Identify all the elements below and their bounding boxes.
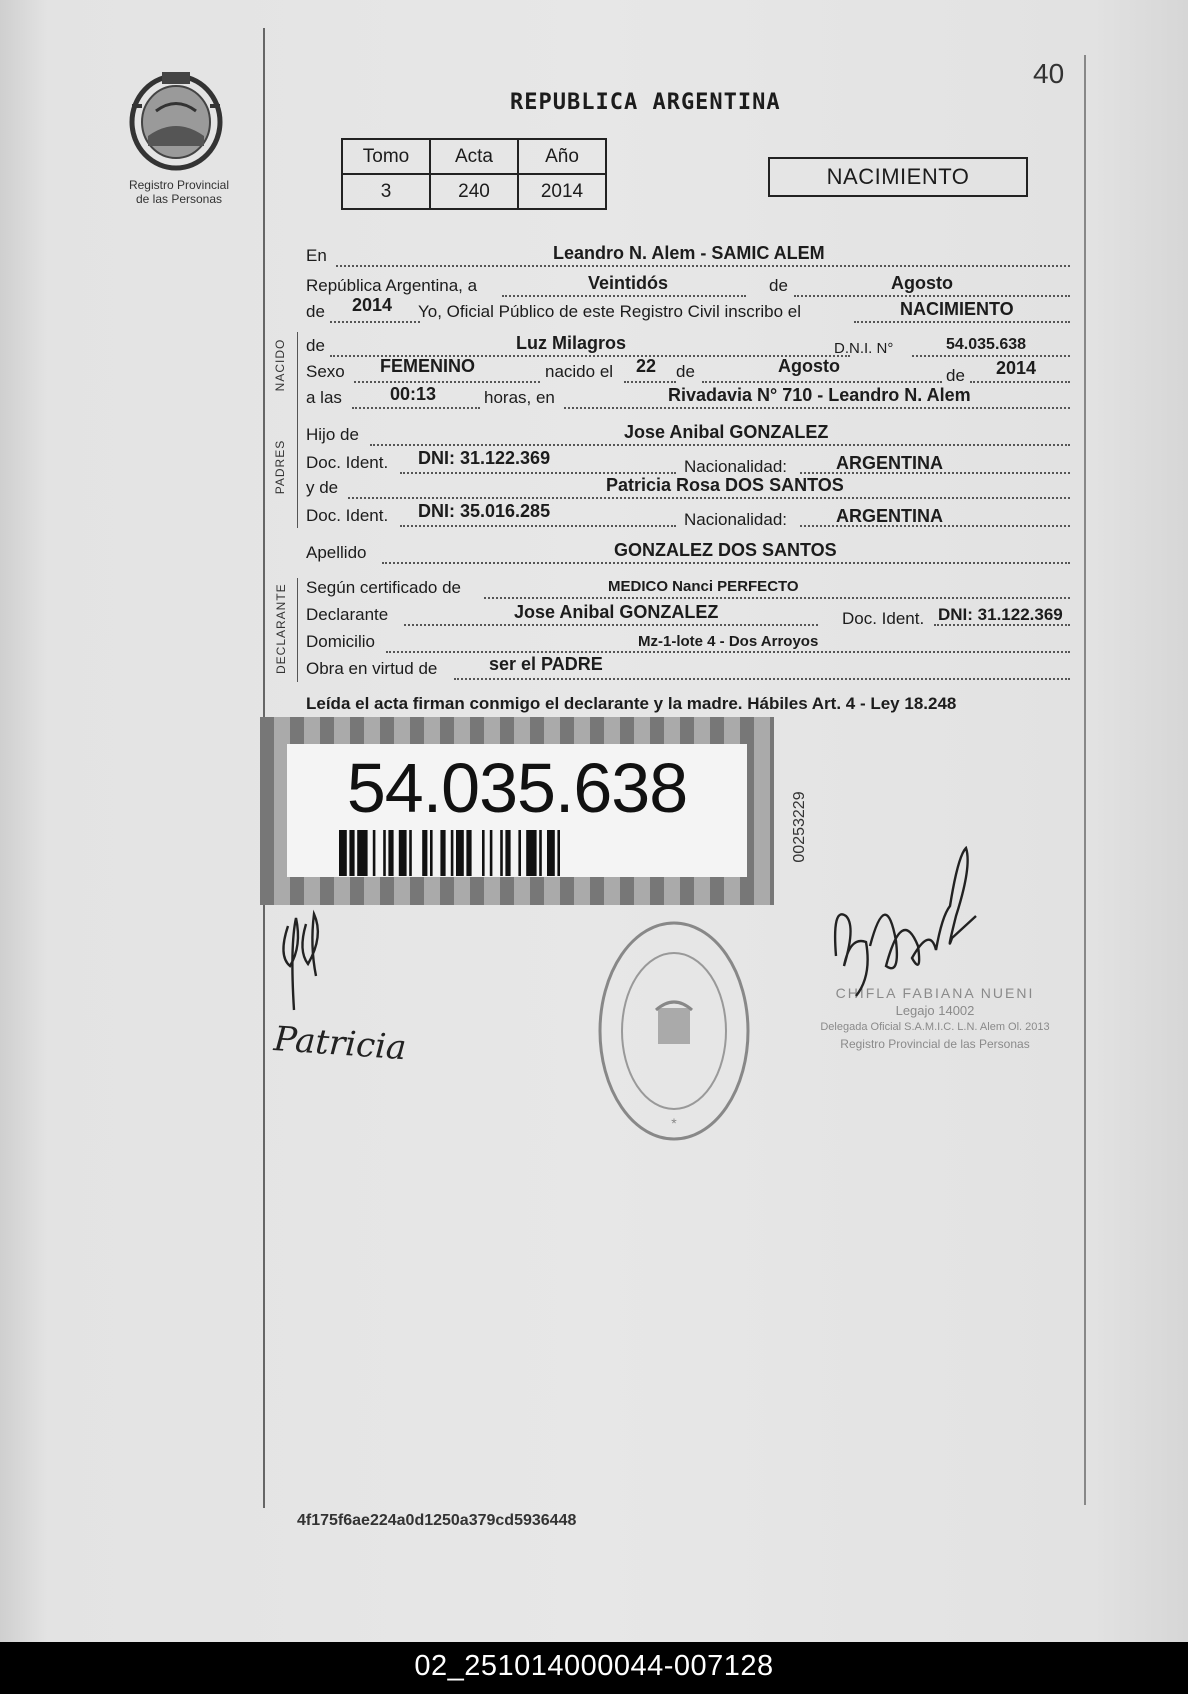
nac-label: Nacionalidad:	[684, 510, 788, 529]
dotted-line	[564, 407, 1070, 409]
barcode-bar	[490, 830, 493, 876]
year-value: 2014	[352, 295, 393, 315]
horas-label: horas, en	[484, 388, 555, 407]
barcode-bar	[547, 830, 555, 876]
declarante-doc: DNI: 31.122.369	[938, 605, 1063, 624]
value-tomo: 3	[342, 174, 430, 209]
dotted-line	[336, 265, 1070, 267]
de-label: de	[769, 276, 788, 295]
nombre-value: Luz Milagros	[516, 333, 627, 353]
barcode-bar	[357, 830, 367, 876]
father-name: Jose Anibal GONZALEZ	[624, 422, 829, 442]
registry-table	[341, 138, 607, 210]
section-label-padres: PADRES	[273, 439, 287, 495]
dotted-line	[348, 497, 1070, 499]
row-en	[306, 243, 1070, 274]
barcode-bar	[440, 830, 445, 876]
dni-label: D.N.I. N°	[834, 340, 894, 357]
official-stamp-line3: Delegada Oficial S.A.M.I.C. L.N. Alem Ol. 2013	[820, 1021, 1050, 1033]
father-nationality: ARGENTINA	[836, 453, 943, 473]
birth-de-label: de	[676, 362, 695, 381]
dotted-line	[502, 295, 746, 297]
section-label-nacido: NACIDO	[273, 338, 287, 392]
declarante-doc-label: Doc. Ident.	[842, 609, 925, 628]
document-hash: 4f175f6ae224a0d1250a379cd5936448	[297, 1512, 577, 1529]
dotted-line	[970, 381, 1070, 383]
sexo-label: Sexo	[306, 362, 345, 381]
doc-label: Doc. Ident.	[306, 453, 389, 472]
barcode-bar	[500, 830, 503, 876]
registry-table-header-row	[342, 139, 606, 174]
en-value: Leandro N. Alem - SAMIC ALEM	[553, 243, 825, 263]
declarante-value: Jose Anibal GONZALEZ	[514, 602, 719, 622]
mother-name: Patricia Rosa DOS SANTOS	[606, 475, 844, 495]
round-registry-stamp	[596, 918, 752, 1144]
barcode-bar	[451, 830, 454, 876]
barcode-bar	[539, 830, 542, 876]
birth-de2-label: de	[946, 366, 965, 385]
signature-mother-text: Patricia	[272, 1019, 408, 1069]
birth-year: 2014	[996, 358, 1037, 378]
seal-caption	[114, 178, 244, 206]
dni-sticker	[260, 717, 774, 905]
row-hora	[306, 384, 1070, 416]
row-declarante	[306, 602, 1070, 633]
domicilio-label: Domicilio	[306, 632, 375, 651]
sticker-number: 54.035.638	[346, 749, 688, 827]
barcode-bar	[482, 830, 485, 876]
republica-label: República Argentina, a	[306, 276, 478, 295]
sticker-serial	[780, 760, 814, 900]
obra-label: Obra en virtud de	[306, 659, 438, 678]
seal-caption-line1: Registro Provincial	[128, 178, 230, 192]
mother-nationality: ARGENTINA	[836, 506, 943, 526]
sticker-serial-text: 00253229	[791, 791, 808, 863]
dotted-line	[794, 295, 1070, 297]
padres-bracket	[297, 424, 298, 528]
barcode-bar	[383, 830, 386, 876]
provincial-seal	[126, 66, 226, 176]
row-obra	[306, 654, 1070, 687]
apellido-label: Apellido	[306, 543, 367, 562]
day-words: Veintidós	[588, 273, 669, 293]
row-mother-doc	[306, 501, 1070, 534]
barcode-bar	[422, 830, 427, 876]
barcode-bar	[526, 830, 536, 876]
header-acta: Acta	[430, 139, 518, 174]
value-anio: 2014	[518, 174, 606, 209]
dotted-line	[382, 562, 1070, 564]
certificado-value: MEDICO Nanci PERFECTO	[608, 578, 799, 595]
sexo-value: FEMENINO	[380, 356, 476, 376]
page-number: 40	[1033, 58, 1065, 89]
nacido-bracket	[297, 332, 298, 424]
row-apellido	[306, 540, 1070, 571]
mother-doc: DNI: 35.016.285	[418, 501, 551, 521]
signature-initials	[276, 906, 346, 1016]
barcode-bar	[399, 830, 407, 876]
dotted-line	[330, 321, 420, 323]
obra-value: ser el PADRE	[489, 654, 603, 674]
header-tomo: Tomo	[342, 139, 430, 174]
inscribo-value: NACIMIENTO	[900, 299, 1014, 319]
dotted-line	[404, 624, 818, 626]
declarante-label: Declarante	[306, 605, 389, 624]
dotted-line	[454, 678, 1070, 680]
record-type-box: NACIMIENTO	[768, 157, 1028, 197]
dotted-line	[370, 444, 1070, 446]
official-stamp-line2: Legajo 14002	[895, 1003, 975, 1018]
doc-label: Doc. Ident.	[306, 506, 389, 525]
barcode-bar	[557, 830, 560, 876]
barcode-image	[339, 830, 649, 876]
sticker-inner	[287, 744, 747, 877]
dotted-line	[400, 472, 676, 474]
month-value: Agosto	[891, 273, 953, 293]
barcode-bar	[409, 830, 412, 876]
svg-text:*: *	[671, 1115, 677, 1131]
birth-day: 22	[636, 356, 657, 376]
year-prefix-label: de	[306, 302, 325, 321]
hijo-label: Hijo de	[306, 425, 359, 444]
dotted-line	[484, 597, 1070, 599]
signature-mother	[270, 1010, 430, 1070]
declarante-bracket	[297, 578, 298, 682]
barcode-bar	[466, 830, 471, 876]
nombre-label: de	[306, 336, 325, 355]
dotted-line	[400, 525, 676, 527]
legal-note: Leída el acta firman conmigo el declarante y la madre. Hábiles Art. 4 - Ley 18.248	[306, 694, 957, 713]
barcode-bar	[456, 830, 464, 876]
nacido-el-label: nacido el	[545, 362, 614, 381]
barcode-bar	[430, 830, 433, 876]
row-year	[306, 295, 1070, 330]
birth-time: 00:13	[390, 384, 437, 404]
y-de-label: y de	[306, 478, 339, 497]
dotted-line	[912, 355, 1070, 357]
dotted-line	[386, 651, 1070, 653]
nac-label: Nacionalidad:	[684, 457, 788, 476]
dni-value: 54.035.638	[946, 336, 1027, 353]
a-las-label: a las	[306, 388, 342, 407]
section-label-declarante: DECLARANTE	[274, 583, 288, 674]
dotted-line	[702, 381, 942, 383]
barcode-bar	[505, 830, 510, 876]
official-stamp-line1: CHIFLA FABIANA NUENI	[835, 985, 1035, 1001]
barcode-bar	[373, 830, 376, 876]
barcode-bar	[339, 830, 347, 876]
apellido-value: GONZALEZ DOS SANTOS	[614, 540, 837, 560]
right-border-line	[1084, 55, 1086, 1505]
barcode-bar	[518, 830, 521, 876]
country-title: REPUBLICA ARGENTINA	[510, 90, 781, 115]
domicilio-value: Mz-1-lote 4 - Dos Arroyos	[638, 633, 819, 650]
en-label: En	[306, 246, 327, 265]
dotted-line	[854, 321, 1070, 323]
value-acta: 240	[430, 174, 518, 209]
birth-month: Agosto	[778, 356, 840, 376]
birth-place: Rivadavia N° 710 - Leandro N. Alem	[668, 385, 971, 405]
official-stamp-line4: Registro Provincial de las Personas	[840, 1037, 1030, 1051]
father-doc: DNI: 31.122.369	[418, 448, 551, 468]
yo-label: Yo, Oficial Público de este Registro Civil inscribo el	[418, 302, 801, 321]
signature-registrar	[826, 846, 1006, 1036]
seal-caption-line2: de las Personas	[135, 192, 223, 206]
barcode-bar	[388, 830, 393, 876]
row-domicilio	[306, 632, 1070, 660]
header-anio: Año	[518, 139, 606, 174]
dotted-line	[624, 381, 676, 383]
barcode-bar	[349, 830, 354, 876]
registry-table-value-row	[342, 174, 606, 209]
certificado-label: Según certificado de	[306, 578, 461, 597]
footer-code: 02_251014000044-007128	[414, 1650, 774, 1682]
dotted-line	[352, 407, 480, 409]
dotted-line	[354, 381, 540, 383]
